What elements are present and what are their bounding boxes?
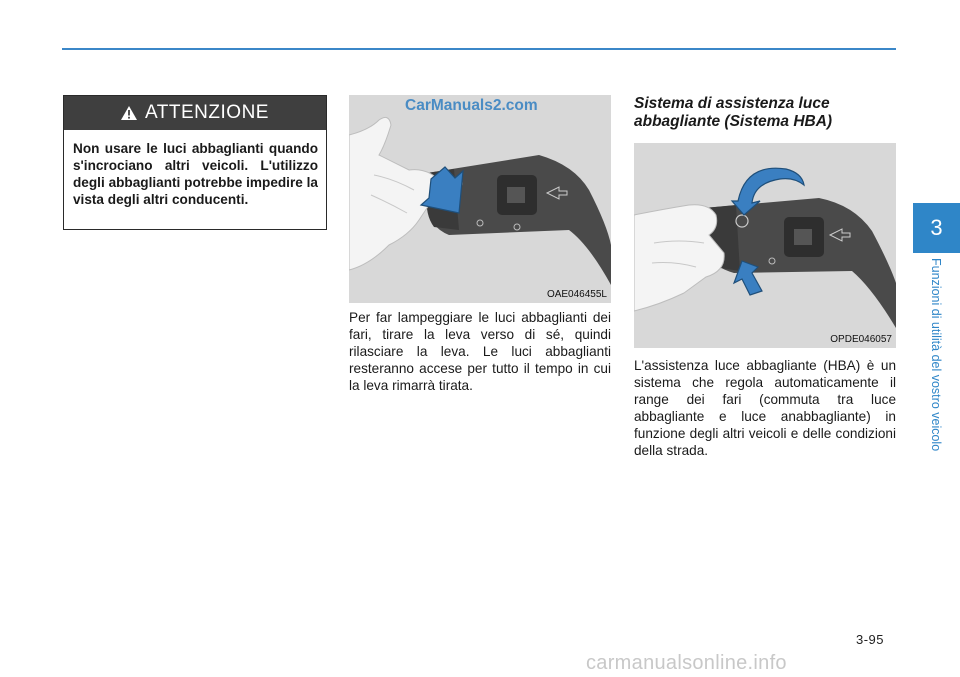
stalk-illustration-2 [634,143,896,348]
warning-title: ATTENZIONE [145,102,269,123]
chapter-number-tab: 3 [913,203,960,253]
warning-header [64,96,326,130]
footer-watermark: carmanualsonline.info [586,652,787,674]
warning-text: Non usare le luci abbaglianti quando s'incrociano altri veicoli. L'utilizzo degli abbaglianti potrebbe impedire la vista degli altri conducenti. [73,141,318,207]
page-number: 3-95 [856,632,885,647]
chapter-title: Funzioni di utilità del vostro veicolo [929,258,943,452]
paragraph-hba: L'assistenza luce abbagliante (HBA) è un sistema che regola automaticamente il range dei fari (commuta tra luce abbagliante e luce anabbagliante) in funzione degli altri veicoli e delle condizioni della strada. [634,358,896,458]
section-title: Sistema di assistenza luce abbagliante (Sistema HBA) [634,95,833,130]
figure-flash-high-beam [349,95,611,303]
top-rule [62,48,896,50]
figure-hba-switch [634,143,896,348]
watermark-text: CarManuals2.com [405,97,538,114]
paragraph-flash: Per far lampeggiare le luci abbaglianti dei fari, tirare la leva verso di sé, quindi rilasciare la leva. Le luci abbaglianti resteranno accese per tutto il tempo in cui la leva rimarrà tirata. [349,310,611,393]
figure-caption: OPDE046057 [830,334,892,345]
figure-caption: OAE046455L [546,289,607,300]
stalk-illustration-1 [349,95,611,303]
warning-box [63,95,327,230]
warning-icon [121,106,137,120]
